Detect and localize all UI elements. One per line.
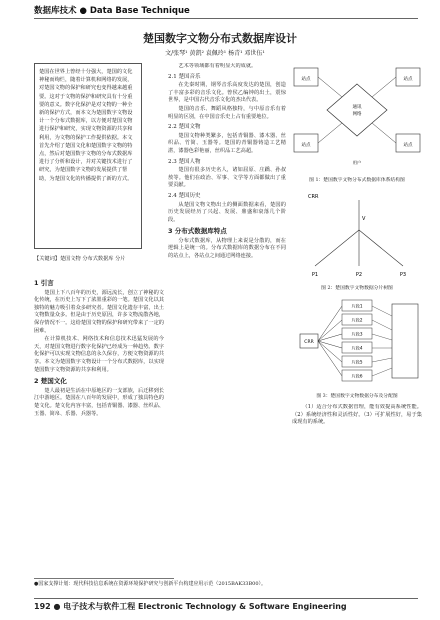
figure-1-caption: 图 1：楚国数字文物分布式数据库体系结构图	[309, 178, 405, 183]
tree-leaf: P3	[399, 272, 407, 278]
paragraph: 楚国的音乐、舞蹈风格独特，与中原音乐有着明显的区别，在中国音乐史上占有重要地位。	[168, 105, 286, 120]
subsection-heading: 2.1 楚国音乐	[168, 73, 201, 80]
source-label: CRR	[304, 340, 314, 345]
page-footer	[34, 601, 347, 612]
fragment-label: 片段5	[351, 359, 363, 365]
fragment-label: 片段1	[351, 303, 363, 309]
section-heading: 2 楚国文化	[34, 377, 67, 386]
abstract-box	[34, 63, 142, 249]
tree-branch: V	[362, 216, 366, 222]
tree-leaf: P1	[311, 272, 319, 278]
section-heading: 3 分布式数据库特点	[168, 227, 227, 236]
subsection-heading: 2.3 楚国人物	[168, 158, 201, 165]
right-column	[292, 404, 422, 574]
fragment-label: 片段2	[351, 317, 363, 323]
paragraph: 楚国上下八百年的历史，源远流长，创立了神秘的文化传统，在历史上写下了浓墨重彩的一笔。楚国文化以其独特的魅力吸引着众多研究者。楚国文化遗存丰富，出土文物数量众多。但是由于历史原因，许多文物流散各地，保存情况不一。这给楚国文物的保护和研究带来了一定的困难。	[34, 289, 164, 334]
footnote: ●国家支撑计划：现代科技信息系统在资源环境保护研究与创新平台构建应用示范（2015BAK33B00）。	[34, 581, 267, 587]
subsection-heading: 2.2 楚国文物	[168, 124, 201, 131]
paragraph: 楚国文物种类繁多，包括青铜器、漆木器、丝织品、竹简、玉器等。楚国的青铜器铸造工艺精湛，漆器色彩艳丽，丝织品工艺高超。	[168, 132, 286, 154]
fragment-label: 片段4	[351, 345, 363, 351]
site-label: 站点	[403, 77, 413, 82]
site-column	[392, 304, 418, 378]
left-column	[34, 276, 164, 574]
site-label: 站点	[403, 143, 413, 148]
middle-column	[168, 63, 286, 573]
article-authors: 文/张琴¹ 黄凯² 袁佩玲¹ 杨青¹ 邓世伍¹	[165, 50, 265, 57]
figure-3-caption: 图 3：楚国数字文物数据分布及分配图	[316, 394, 398, 399]
paragraph: （1）适合分布式数据管理，能有效提高系统性能。（2）系统经济性和灵活性好。（3）可扩展性好，易于集成现有的系统。	[292, 404, 422, 426]
page-number: 192	[34, 602, 51, 611]
tree-root: CRR	[308, 194, 319, 200]
footnote-rule	[34, 578, 174, 579]
site-label: 站点	[301, 143, 311, 148]
subsection-heading: 2.4 楚国历史	[168, 192, 201, 199]
figure-2-fragment-tree	[300, 190, 418, 280]
fragment-label: 片段6	[351, 373, 363, 379]
paragraph: 楚人最初是生活在中原地区的一支部族，后迁移到长江中游地区。楚国在八百年的发展中，形成了独具特色的楚文化。楚文化内容丰富，包括青铜器、漆器、丝织品、玉器、简帛、乐器、兵器等。	[34, 387, 164, 417]
figure-1-architecture	[292, 64, 422, 174]
section-heading: 1 引言	[34, 279, 54, 287]
paragraph: 在先秦时期，钢琴音乐高度发达的楚国，创造了丰富多彩的音乐文化。曾侯乙编钟的出土，震惊世界，是中国古代音乐文化的杰出代表。	[168, 82, 286, 104]
paragraph: 从楚国文物文物出土的侧面数据来看，楚国的历史发展经历了兴起、发展、鼎盛和衰落几个阶段。	[168, 201, 286, 223]
fragment-label: 片段3	[351, 331, 363, 337]
user-label: 用户	[352, 160, 362, 165]
network-label: 网络	[352, 112, 362, 117]
paragraph: 在计算机技术、网络技术和信息技术迅猛发展的今天，对楚国文物进行数字化保护已经成为一种趋势。数字化保护可以实现文物信息的永久保存，方便文物资源的共享。本文为楚国数字文物设计一个分布式数据库，以实现楚国数字文物资源的共享和利用。	[34, 336, 164, 373]
page-header	[0, 0, 440, 22]
figure-2-caption: 图 2：楚国数字文物数据分片树图	[321, 286, 393, 291]
site-label: 站点	[301, 77, 311, 82]
paragraph: 艺术等领域都有着明显大的成就。	[178, 63, 257, 69]
tree-leaf: P2	[355, 272, 363, 278]
footer-rule	[34, 598, 418, 599]
network-label: 通讯	[352, 105, 362, 110]
abstract-text: 楚国在世界上曾经十分强大，楚国的文化神秘而绚烂，随着计算机和网络的发展，对楚国文物的保护和研究也变得越来越重要。这对于文物的保护和研究具有十分重要的意义。数字化保护是对文物的一种全新的保护方式，而本文为楚国数字文物设计一个分布式数据库，以方便对楚国文物进行保护和研究，实现文物资源的共享和利用，为文物的保护工作提供依据。本文首先介绍了楚国文化和楚国数字文物的特点，然后对楚国数字文物的分布式数据库进行了分析和设计，并对关键技术进行了研究，为楚国数字文物的发展提供了帮助，为楚国文化的传播提供了新的方式。	[39, 69, 133, 182]
paragraph: 分布式数据库，从物理上来说是分散的，而在逻辑上是统一的。分布式数据库的数据分布在不同的站点上，各站点之间通过网络连接。	[168, 237, 286, 260]
journal-name: ● 电子技术与软件工程 Electronic Technology & Software Engineering	[53, 602, 347, 611]
header-section: 数据库技术 ● Data Base Technique	[34, 6, 190, 16]
figure-3-allocation	[296, 296, 422, 388]
header-rule	[34, 18, 418, 19]
keywords: 【关键词】楚国文物 分布式数据库 分片	[34, 256, 126, 262]
article-title: 楚国数字文物分布式数据库设计	[143, 32, 297, 45]
paragraph: 楚国有很多历史名人，诸如屈原、庄蹻、孙叔敖等。他们在政治、军事、文学等方面都做出了重要贡献。	[168, 167, 286, 189]
